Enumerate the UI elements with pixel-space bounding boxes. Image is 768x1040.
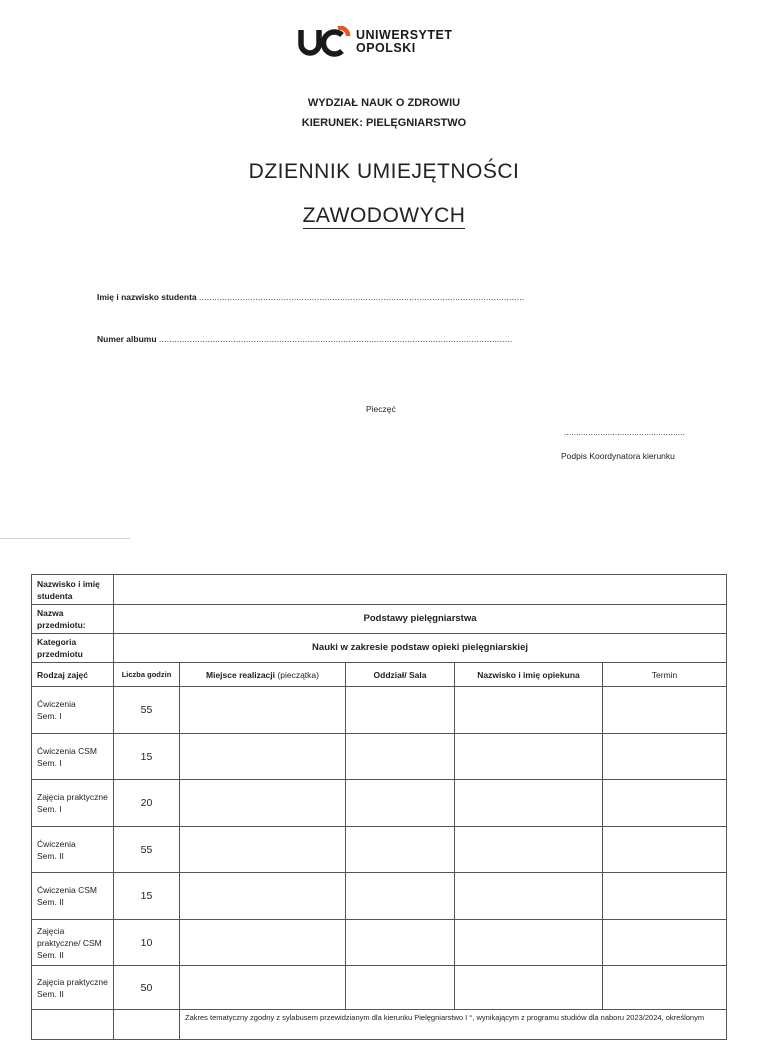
row-place-cell[interactable] <box>180 873 346 920</box>
col-header-ward: Oddział/ Sala <box>346 663 455 687</box>
subject-value-cell: Podstawy pielęgniarstwa <box>114 605 727 634</box>
row-supervisor-cell[interactable] <box>455 827 603 873</box>
row-place-cell[interactable] <box>180 920 346 966</box>
row-date-cell[interactable] <box>603 873 727 920</box>
student-name-field <box>97 292 524 302</box>
row-date-cell[interactable] <box>603 920 727 966</box>
row-ward-cell[interactable] <box>346 920 455 966</box>
signature-blank: .................................................. <box>564 428 686 437</box>
logo-line-1: UNIWERSYTET <box>356 28 453 42</box>
stamp-label: Pieczęć <box>366 404 396 414</box>
row-date-cell[interactable] <box>603 734 727 780</box>
row-ward-cell[interactable] <box>346 687 455 734</box>
row-type-line-2: Sem. II <box>37 850 64 861</box>
row-supervisor-cell[interactable] <box>455 687 603 734</box>
table-row <box>32 966 727 1010</box>
row-type-cell <box>32 827 114 873</box>
row-supervisor-cell[interactable] <box>455 734 603 780</box>
row-type-line-3: Sem. II <box>37 949 64 960</box>
row-hours-cell: 50 <box>114 966 180 1010</box>
faculty-name: WYDZIAŁ NAUK O ZDROWIU <box>307 97 461 109</box>
row-place-cell[interactable] <box>180 734 346 780</box>
table-row-student <box>32 575 727 605</box>
row-hours-cell: 55 <box>114 687 180 734</box>
row-type-line-1: Zajęcia praktyczne <box>37 792 108 802</box>
row-type-line-2: Sem. I <box>37 757 62 768</box>
row-hours-cell: 15 <box>114 873 180 920</box>
uo-logo-icon <box>298 26 352 58</box>
row-date-cell[interactable] <box>603 780 727 827</box>
album-number-blank: .......................................................................................................................................... <box>158 334 513 344</box>
row-type-line-1: Ćwiczenia <box>37 699 76 709</box>
document-title-line-2-text: ZAWODOWYCH <box>302 204 466 227</box>
album-number-label: Numer albumu <box>97 334 157 344</box>
logo-line-2: OPOLSKI <box>356 41 416 55</box>
row-ward-cell[interactable] <box>346 966 455 1010</box>
category-label-cell: Kategoria przedmiotu <box>32 634 114 663</box>
row-place-cell[interactable] <box>180 687 346 734</box>
table-row-subject <box>32 605 727 634</box>
col-header-place-text: Miejsce realizacji <box>206 669 276 680</box>
col-header-date: Termin <box>603 663 727 687</box>
logo-wordmark <box>356 29 452 55</box>
table-row-category <box>32 634 727 663</box>
table-row <box>32 920 727 966</box>
table-row <box>32 687 727 734</box>
col-header-type: Rodzaj zajęć <box>32 663 114 687</box>
footnote-left-cell <box>32 1010 114 1040</box>
row-date-cell[interactable] <box>603 966 727 1010</box>
row-hours-cell: 10 <box>114 920 180 966</box>
category-value-cell: Nauki w zakresie podstaw opieki pielęgniarskiej <box>114 634 727 663</box>
row-type-line-1: Zajęcia praktyczne <box>37 976 108 987</box>
row-type-cell <box>32 780 114 827</box>
row-type-cell <box>32 966 114 1010</box>
university-logo <box>298 26 468 60</box>
syllabus-footnote: Zakres tematyczny zgodny z sylabusem przewidzianym dla kierunku Pielęgniarstwo I °, wynikającym z programu studiów dla naboru 2023/2024, określonym <box>180 1010 727 1040</box>
row-hours-cell: 55 <box>114 827 180 873</box>
row-type-line-1: Zajęcia <box>37 925 65 936</box>
row-type-line-1: Ćwiczenia CSM <box>37 745 97 756</box>
coordinator-signature-label: Podpis Koordynatora kierunku <box>561 451 675 461</box>
document-title-line-1: DZIENNIK UMIEJĘTNOŚCI <box>248 160 520 183</box>
table-row <box>32 873 727 920</box>
document-title-line-2 <box>0 204 768 228</box>
row-supervisor-cell[interactable] <box>455 920 603 966</box>
col-header-hours: Liczba godzin <box>114 663 180 687</box>
row-ward-cell[interactable] <box>346 734 455 780</box>
row-place-cell[interactable] <box>180 827 346 873</box>
row-type-line-1: Ćwiczenia <box>37 838 76 849</box>
row-place-cell[interactable] <box>180 966 346 1010</box>
student-label-cell: Nazwisko i imię studenta <box>32 575 114 605</box>
student-value-cell <box>114 575 727 605</box>
row-type-cell <box>32 873 114 920</box>
row-date-cell[interactable] <box>603 827 727 873</box>
subject-label-cell: Nazwa przedmiotu: <box>32 605 114 634</box>
row-type-cell <box>32 920 114 966</box>
row-type-line-2: Sem. I <box>37 804 62 814</box>
album-number-field <box>97 334 512 344</box>
student-name-label: Imię i nazwisko studenta <box>97 292 197 302</box>
row-type-line-2: Sem. II <box>37 897 64 907</box>
table-row <box>32 827 727 873</box>
row-ward-cell[interactable] <box>346 827 455 873</box>
row-type-line-2: Sem. I <box>37 711 62 721</box>
table-row <box>32 780 727 827</box>
row-type-line-2: praktyczne/ CSM <box>37 937 102 948</box>
row-supervisor-cell[interactable] <box>455 780 603 827</box>
row-supervisor-cell[interactable] <box>455 873 603 920</box>
row-date-cell[interactable] <box>603 687 727 734</box>
row-supervisor-cell[interactable] <box>455 966 603 1010</box>
table-header-row <box>32 663 727 687</box>
student-name-blank: ............................................................................................................................... <box>199 292 525 302</box>
scan-divider <box>0 538 130 539</box>
row-hours-cell: 20 <box>114 780 180 827</box>
footnote-hours-cell <box>114 1010 180 1040</box>
skills-table <box>31 574 727 1040</box>
row-type-line-1: Ćwiczenia CSM <box>37 885 97 895</box>
row-type-line-2: Sem. II <box>37 988 64 999</box>
row-hours-cell: 15 <box>114 734 180 780</box>
table-row <box>32 734 727 780</box>
row-ward-cell[interactable] <box>346 780 455 827</box>
row-type-cell <box>32 687 114 734</box>
row-place-cell[interactable] <box>180 780 346 827</box>
col-header-place <box>180 663 346 687</box>
row-ward-cell[interactable] <box>346 873 455 920</box>
col-header-supervisor: Nazwisko i imię opiekuna <box>455 663 603 687</box>
table-row-footnote <box>32 1010 727 1040</box>
field-of-study: KIERUNEK: PIELĘGNIARSTWO <box>301 117 467 129</box>
row-type-cell <box>32 734 114 780</box>
col-header-place-note: (pieczątka) <box>277 669 319 680</box>
